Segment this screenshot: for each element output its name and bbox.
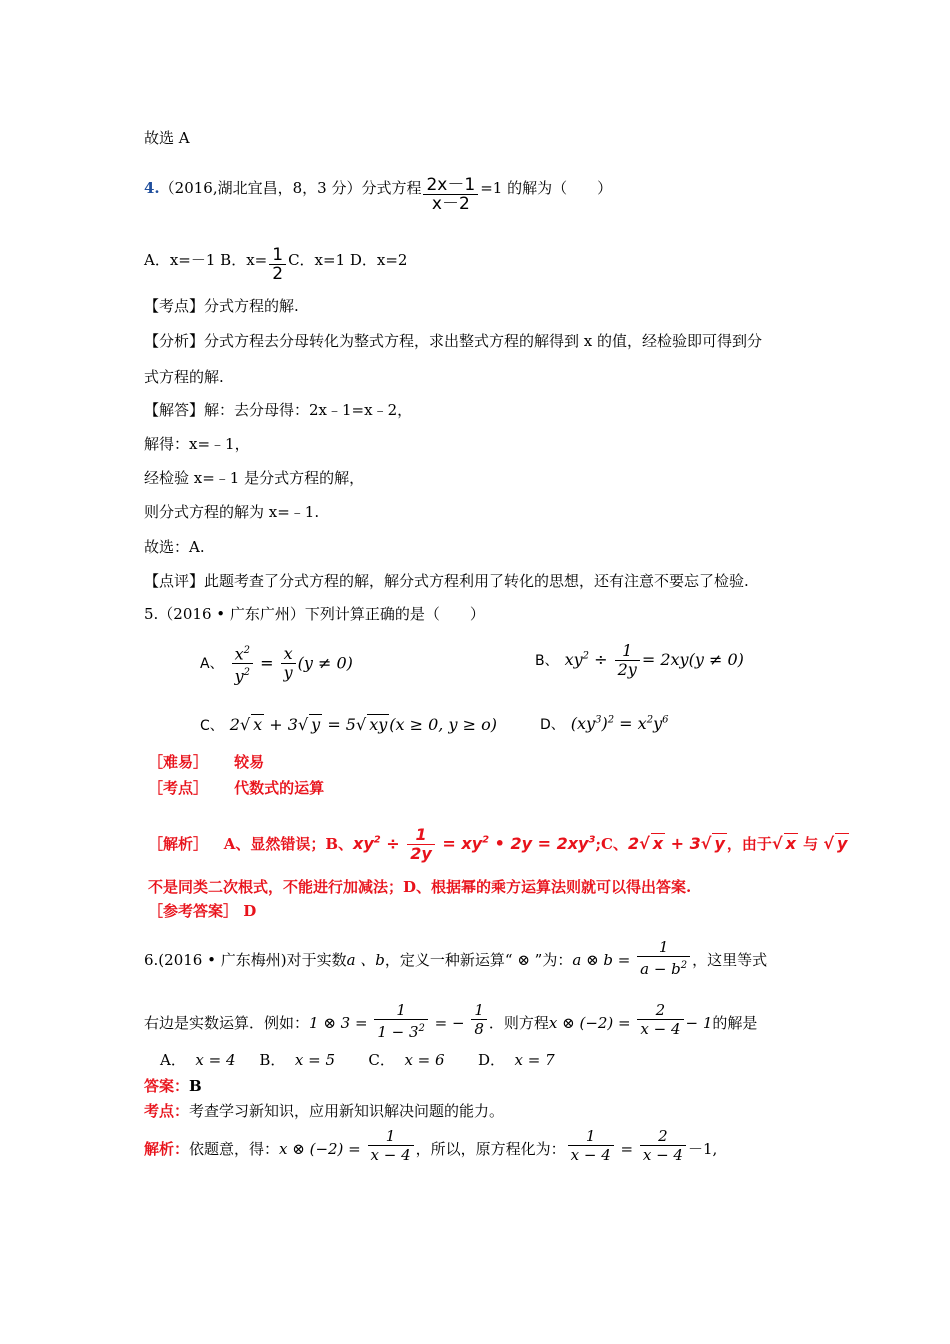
q4-number: 4. xyxy=(144,179,160,197)
q6-kaodian: 考点：考查学习新知识，应用新知识解决问题的能力。 xyxy=(144,1102,505,1120)
q6-jiexi: 解析：依题意，得：x ⊗ (−2) = $\frac{1}{x - 4}$ ，所以，原方程化为： $\frac{1}{x - 4}$ = $\frac{2}{x - 4}$ －1, xyxy=(144,1127,718,1164)
q4-dianping: 【点评】此题考查了分式方程的解，解分式方程利用了转化的思想，还有注意不要忘了检验. xyxy=(144,572,749,590)
q4-tail: =1 的解为（ ） xyxy=(480,179,613,197)
q4-intro: （2016,湖北宜昌，8，3 分）分式方程 xyxy=(159,179,422,197)
q4-jieda-line1: 【解答】解：去分母得：2x﹣1=x﹣2， xyxy=(144,401,413,419)
q5-stem: 5.（2016 • 广东广州）下列计算正确的是（ ） xyxy=(144,605,485,623)
q6-stem-line1: 6.(2016 • 广东梅州)对于实数a 、b，定义一种新运算“ ⊗ ”为：a ⊗ b = $\frac{1}{a - b^2}$ ，这里等式 xyxy=(144,938,768,978)
q4-jieda-line5: 故选：A. xyxy=(144,538,205,556)
q4-jieda-line4: 则分式方程的解为 x=﹣1. xyxy=(144,503,320,521)
q6-options: A． x = 4 B． x = 5 C． x = 6 D． x = 7 xyxy=(160,1051,555,1069)
q4-fenxi-line1: 【分析】分式方程去分母转化为整式方程，求出整式方程的解得到 x 的值，经检验即可得到分 xyxy=(144,332,762,350)
q5-option-b: B、 $xy^2$ ÷ $\frac{1}{2y}$ = 2xy(y ≠ 0) xyxy=(535,641,744,679)
q6-answer: 答案：B xyxy=(144,1077,202,1095)
q5-answer: ［参考答案］ D xyxy=(148,902,257,920)
q4-fenxi-line2: 式方程的解. xyxy=(144,368,224,386)
q4-stem xyxy=(144,175,613,214)
q5-nanyi: ［难易］ 较易 xyxy=(148,753,265,771)
q5-option-c: C、 2√ x + 3√ y = 5√ xy (x ≥ 0, y ≥ o) xyxy=(200,715,497,734)
q5-option-a: A、 $\frac{x^2}{y^2}$ = $\frac{x}{y}$ (y ≠ 0) xyxy=(200,642,353,686)
q4-option-b-fraction: $\frac{1}{2}$ xyxy=(269,246,286,283)
q5-kaodian: ［考点］ 代数式的运算 xyxy=(148,779,325,797)
q4-kaodian: 【考点】分式方程的解. xyxy=(144,297,299,315)
q4-jieda-line3: 经检验 x=﹣1 是分式方程的解， xyxy=(144,469,365,487)
q4-jieda-line2: 解得：x=﹣1， xyxy=(144,435,250,453)
previous-answer: 故选 A xyxy=(144,129,190,147)
q5-option-d: D、 $(xy^3)^2 = x^2y^6$ xyxy=(540,714,669,733)
q4-equation-fraction: $\frac{2x-1}{x-2}$ xyxy=(423,176,478,213)
q4-options: A．x=－1 B．x= $\frac{1}{2}$ C．x=1 D．x=2 xyxy=(144,245,408,284)
q5-jiexi-line2: 不是同类二次根式，不能进行加减法；D、根据幂的乘方运算法则就可以得出答案. xyxy=(148,878,692,896)
q5-jiexi: ［解析］ A、显然错误；B、$xy^2$ ÷ $\frac{1}{2y}$ = $xy^2$ • $2y = 2xy^3;C$、2√ x + 3√ y ，由于√ x 与 √ y xyxy=(148,825,848,863)
q6-stem-line2: 右边是实数运算．例如：1 ⊗ 3 = $\frac{1}{1 - 3^2}$ = − $\frac{1}{8}$ ．则方程x ⊗ (−2) = $\frac{2}{x - 4}$ − 1的解是 xyxy=(144,1001,758,1041)
